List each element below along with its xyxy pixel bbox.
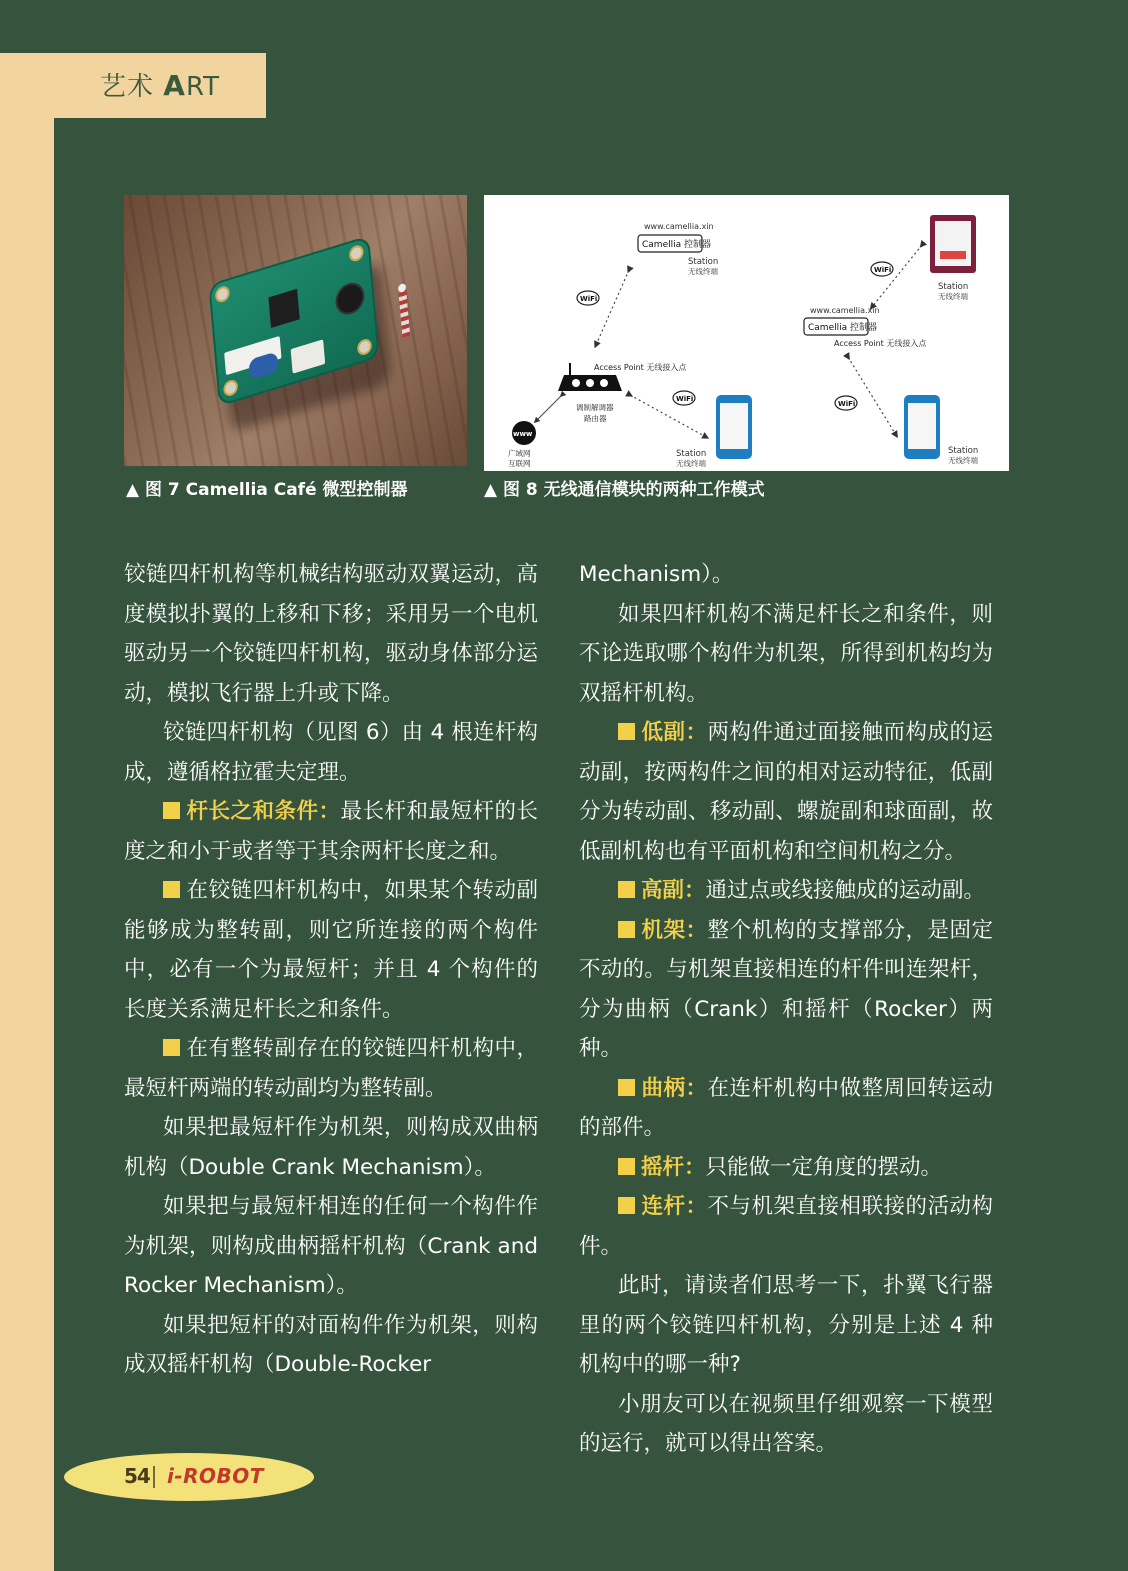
term-label: 摇杆：: [641, 1154, 706, 1180]
wireless-modes-svg: [484, 195, 1009, 471]
wifi-label: WiFi: [838, 400, 856, 408]
figure-7-photo: [124, 195, 467, 466]
magazine-logo: i-ROBOT: [167, 1464, 264, 1488]
paragraph: 小朋友可以在视频里仔细观察一下模型的运行，就可以得出答案。: [579, 1391, 993, 1456]
station-label-left-en: Station: [688, 257, 719, 267]
station-tablet-en: Station: [938, 282, 969, 292]
figure-8-caption: ▲ 图 8 无线通信模块的两种工作模式: [484, 480, 765, 500]
mount-hole: [348, 243, 364, 263]
figure-7-caption: ▲ 图 7 Camellia Café 微型控制器: [126, 480, 408, 500]
link-ap-phone: [630, 395, 706, 437]
buzzer: [334, 279, 365, 318]
paragraph: [579, 911, 993, 1069]
bullet-square-icon: [618, 881, 635, 898]
term-text: 两构件通过面接触而构成的运动副，按两构件之间的相对运动特征，低副分为转动副、移动副、螺旋副和球面副，故低副机构也有平面机构和空间机构之分。: [579, 720, 993, 864]
paragraph-text: 在铰链四杆机构中，如果某个转动副能够成为整转副，则它所连接的两个构件中，必有一个为最短杆；并且 4 个构件的长度关系满足杆长之和条件。: [124, 878, 538, 1022]
paragraph: [579, 1187, 993, 1266]
term-text: 不与机架直接相联接的活动构件。: [579, 1194, 993, 1259]
paragraph: [579, 713, 993, 871]
router-label-2: 路由器: [584, 414, 607, 423]
mount-hole: [215, 284, 231, 304]
wan-label-1: 广域网: [508, 449, 531, 458]
wifi-chip: [268, 289, 299, 328]
station-tablet-cn: 无线终端: [938, 292, 968, 301]
router-label-1: 调制解调器: [576, 403, 614, 412]
bullet-square-icon: [618, 1158, 635, 1175]
paragraph: [124, 792, 538, 871]
paragraph: [124, 871, 538, 1029]
left-text-column: [124, 555, 538, 1385]
paragraph: 铰链四杆机构等机械结构驱动双翼运动，高度模拟扑翼的上移和下移；采用另一个电机驱动另一个铰链四杆机构，驱动身体部分运动，模拟飞行器上升或下降。: [124, 562, 538, 706]
term-text: 最长杆和最短杆的长度之和小于或者等于其余两杆长度之和。: [124, 799, 538, 864]
tablet-screen: [935, 221, 971, 266]
paragraph: [579, 1069, 993, 1148]
controller-label-left: Camellia 控制器: [642, 240, 711, 250]
paragraph: 如果把短杆的对面构件作为机架，则构成双摇杆机构（Double-Rocker: [124, 1312, 538, 1377]
link-controller-phone: [848, 357, 896, 435]
bullet-square-icon: [618, 723, 635, 740]
term-text: 只能做一定角度的摆动。: [705, 1154, 943, 1180]
url-label-left: www.camellia.xin: [644, 222, 714, 231]
link-router-wan: [536, 395, 562, 421]
router-led: [600, 379, 608, 387]
term-label: 曲柄：: [641, 1075, 708, 1101]
phone-screen: [720, 403, 748, 449]
www-label: www: [513, 430, 533, 438]
wifi-label: WiFi: [874, 266, 892, 274]
left-margin-strip: [0, 53, 54, 1571]
right-text-column: [579, 555, 993, 1464]
wifi-label: WiFi: [580, 295, 598, 303]
router-led: [572, 379, 580, 387]
phone-screen: [908, 403, 936, 449]
paragraph-text: 在有整转副存在的铰链四杆机构中，最短杆两端的转动副均为整转副。: [124, 1036, 538, 1101]
paragraph: 此时，请读者们思考一下，扑翼飞行器里的两个铰链四杆机构，分别是上述 4 种机构中的哪一种?: [579, 1273, 993, 1377]
term-label: 杆长之和条件：: [186, 799, 341, 824]
ap-label: Access Point 无线接入点: [594, 363, 687, 372]
bullet-square-icon: [163, 802, 180, 819]
mount-hole: [357, 337, 373, 357]
station-right-phone-cn: 无线终端: [948, 456, 978, 465]
paragraph: 铰链四杆机构（见图 6）由 4 根连杆构成，遵循格拉霍夫定理。: [124, 720, 538, 785]
page-number: 54: [124, 1464, 150, 1488]
figure-8-diagram: [484, 195, 1009, 471]
ap-label-right: Access Point 无线接入点: [834, 339, 927, 348]
bullet-square-icon: [163, 881, 180, 898]
wan-label-2: 互联网: [508, 459, 531, 468]
bullet-square-icon: [163, 1039, 180, 1056]
term-label: 机架：: [641, 917, 708, 943]
footer-divider: [153, 1466, 155, 1488]
term-text: 在连杆机构中做整周回转运动的部件。: [579, 1075, 993, 1140]
section-label-initial: A: [163, 69, 186, 102]
bullet-square-icon: [618, 1079, 635, 1096]
paragraph: 如果四杆机构不满足杆长之和条件，则不论选取哪个构件为机架，所得到机构均为双摇杆机构。: [579, 601, 993, 706]
section-label-rest: RT: [185, 72, 220, 102]
bullet-square-icon: [618, 921, 635, 938]
link-ap-controller: [596, 270, 629, 345]
controller-label-right: Camellia 控制器: [808, 323, 877, 333]
paragraph: Mechanism）。: [579, 562, 734, 587]
paragraph: [124, 1029, 538, 1108]
section-label-cn: 艺术: [100, 72, 164, 102]
paragraph: [579, 871, 993, 911]
station-label-left-cn: 无线终端: [688, 267, 718, 276]
station-right-phone-en: Station: [948, 446, 979, 456]
term-text: 通过点或线接触成的运动副。: [705, 878, 986, 903]
url-label-right: www.camellia.xin: [810, 306, 880, 315]
paragraph: 如果把最短杆作为机架，则构成双曲柄机构（Double Crank Mechanism）。: [124, 1115, 538, 1180]
router-led: [586, 379, 594, 387]
tablet-screen-bar: [940, 251, 966, 259]
station-phone-cn: 无线终端: [676, 459, 706, 468]
paragraph: 如果把与最短杆相连的任何一个构件作为机架，则构成曲柄摇杆机构（Crank and Rocker Mechanism）。: [124, 1194, 538, 1298]
wifi-label: WiFi: [676, 395, 694, 403]
connector-header: [291, 339, 326, 373]
term-label: 高副：: [641, 878, 706, 903]
term-text: 整个机构的支撑部分，是固定不动的。与机架直接相连的杆件叫连架杆，分为曲柄（Crank）和摇杆（Rocker）两种。: [579, 917, 993, 1061]
station-phone-en: Station: [676, 449, 707, 459]
section-tab: [0, 53, 266, 118]
term-label: 低副：: [641, 720, 708, 745]
bullet-square-icon: [618, 1197, 635, 1214]
term-label: 连杆：: [641, 1194, 708, 1219]
paragraph: [579, 1148, 993, 1188]
mount-hole: [223, 378, 239, 398]
